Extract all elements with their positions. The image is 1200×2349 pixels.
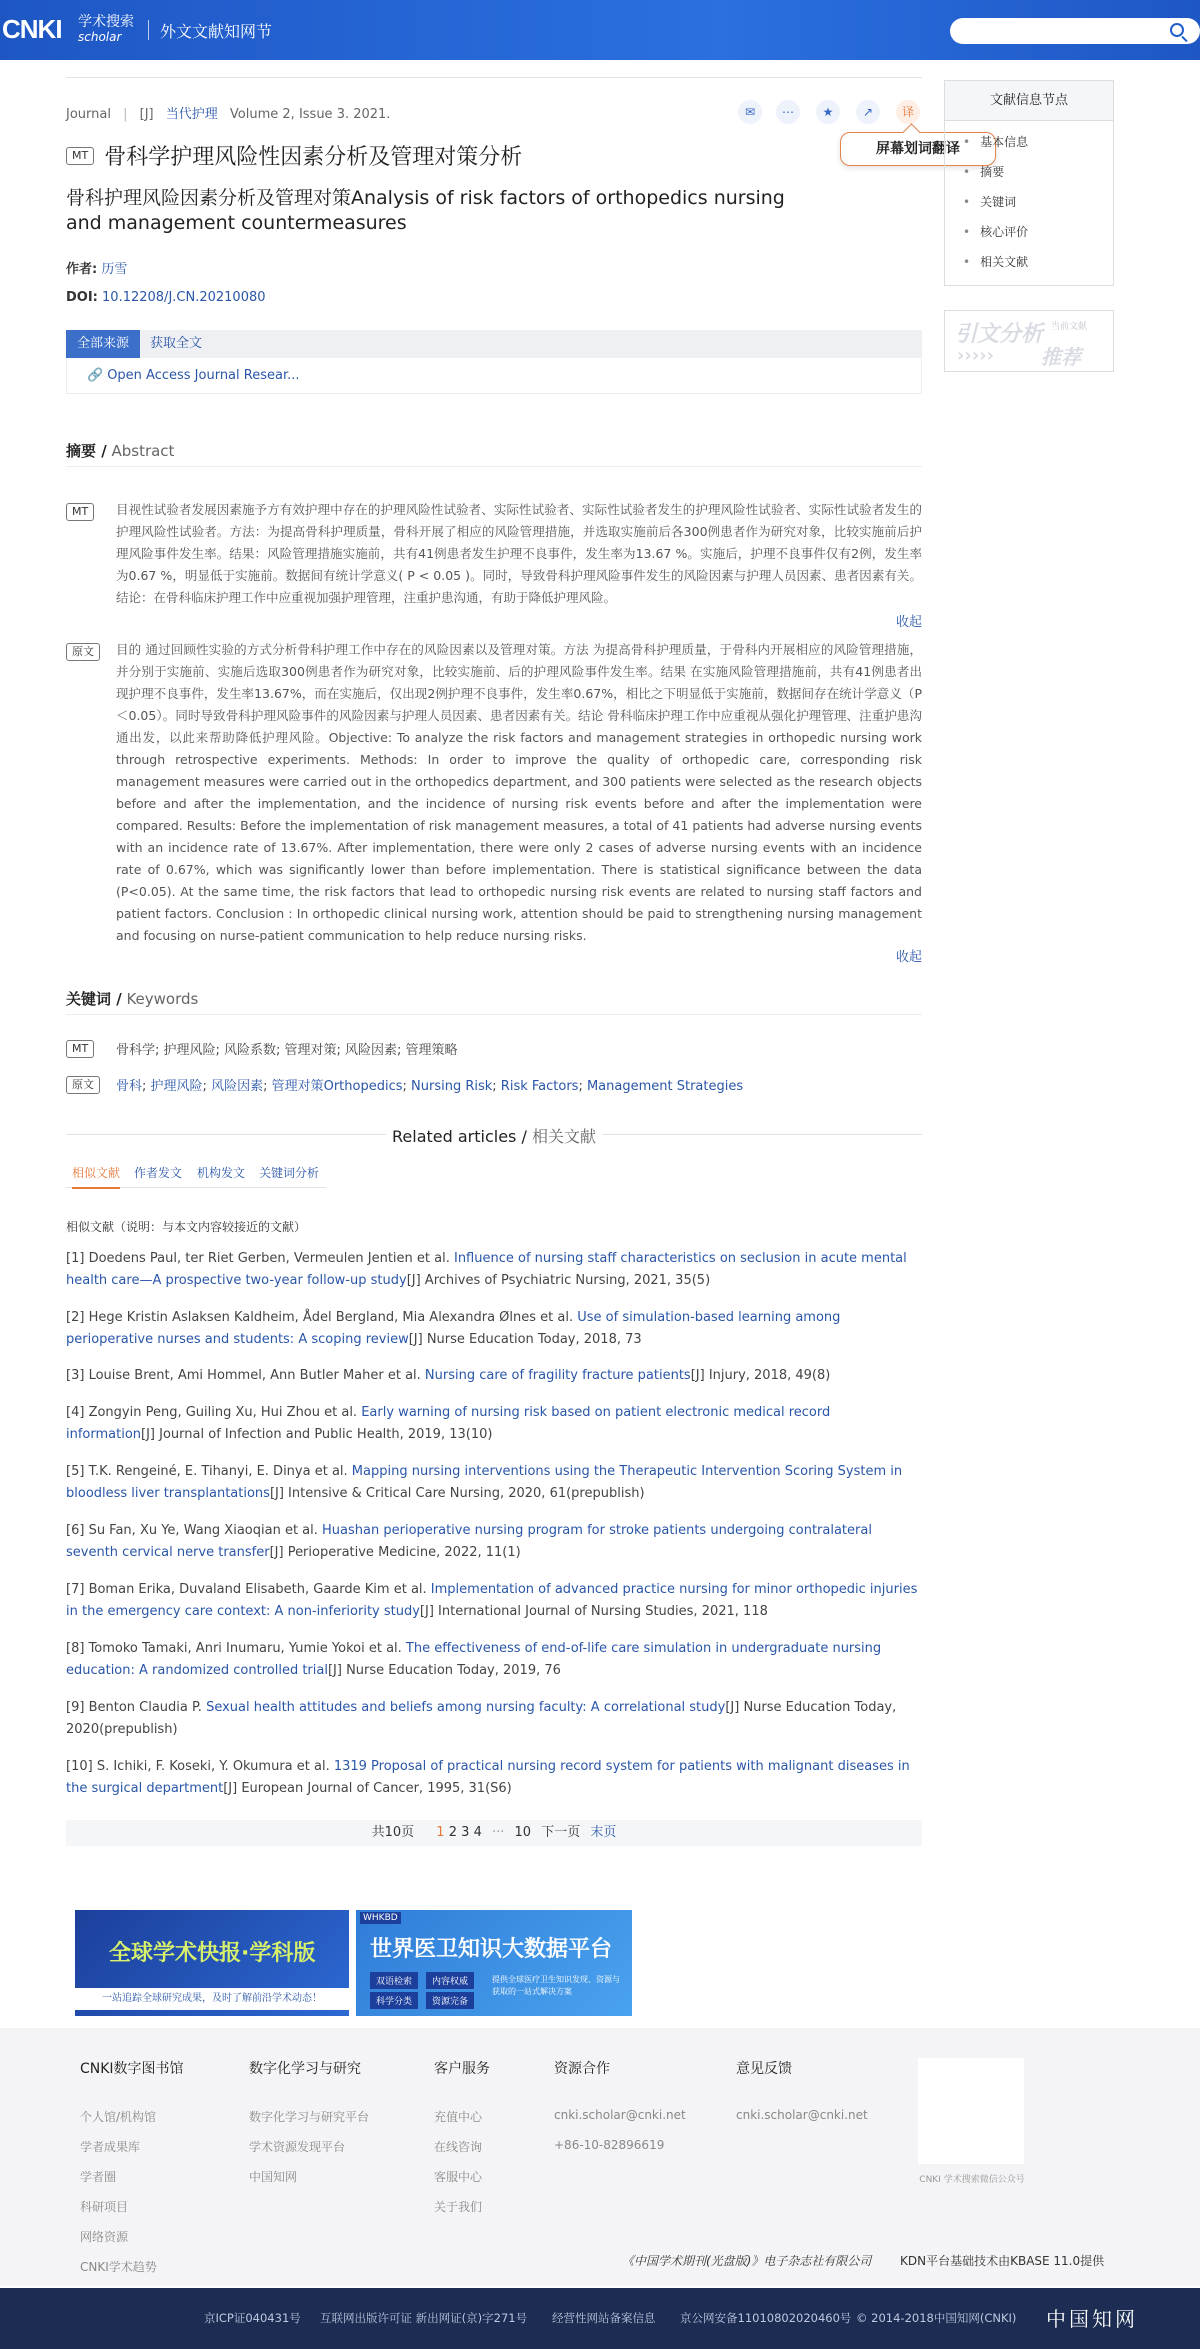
sidebar-item-keywords[interactable]: • 关键词 [963, 193, 1113, 223]
footer-link[interactable]: CNKI学术趋势 [80, 2260, 157, 2274]
ref-source: [J] Perioperative Medicine, 2022, 11(1) [269, 1545, 521, 1560]
ref-authors: S. Ichiki, F. Koseki, Y. Okumura et al. [96, 1759, 330, 1774]
related-heading [0, 1124, 988, 1147]
ref-title-link[interactable]: Implementation of advanced practice nursing for minor orthopedic injuries in the emergency care context: A non-inferiority study [66, 1582, 918, 1619]
ref-num: [3] [66, 1368, 85, 1383]
footer-col-service [434, 2058, 490, 2228]
search-input[interactable] [950, 18, 1200, 44]
article-meta [66, 103, 398, 122]
footer-link[interactable]: 数字化学习与研究平台 [249, 2110, 370, 2124]
sidebar-item-related[interactable]: • 相关文献 [963, 253, 1113, 283]
page-title [66, 140, 522, 171]
ref-authors: Hege Kristin Aslaksen Kaldheim, Ådel Bergland, Mia Alexandra Ølnes et al. [88, 1310, 574, 1325]
police-record[interactable]: 京公网安备11010802020460号 [680, 2311, 852, 2325]
ref-source: [J] Intensive & Critical Care Nursing, 2020, 61(prepublish) [269, 1486, 645, 1501]
related-heading-en: 相关文献 [526, 1127, 596, 1146]
info-nodes-panel [944, 80, 1114, 286]
chevrons-icon: ››››› [957, 345, 995, 366]
abstract-heading-en: Abstract [106, 442, 175, 460]
footer-col-heading: CNKI数字图书馆 [80, 2061, 184, 2077]
doi-link[interactable]: 10.12208/J.CN.20210080 [102, 290, 266, 305]
ref-authors: Louise Brent, Ami Hommel, Ann Butler Maher et al. [88, 1368, 421, 1383]
doi-row [66, 290, 266, 305]
keyword-link[interactable]: 护理风险 [150, 1079, 203, 1094]
source-tabs [66, 330, 922, 358]
abstract-mt-tag: MT [66, 503, 94, 521]
icp-number[interactable]: 京ICP证040431号 [204, 2311, 301, 2325]
qr-code [918, 2058, 1024, 2164]
keywords-orig-tag: 原文 [66, 1076, 100, 1094]
abstract-orig-collapse[interactable]: 收起 [895, 950, 922, 965]
pagination [66, 1820, 922, 1846]
abstract-orig-text: 目的 通过回顾性实验的方式分析骨科护理工作中存在的风险因素以及管理对策。方法 为提高骨科护理质量，于骨科内开展相应的风险管理措施，并分别于实施前、实施后选取300例患者作为研究对象，比较实施前、后的护理风险事件发生率。结果 在实施风险管理措施前，共有41例患者出现护理不良事件，发生率13.67%，而在实施后，仅出现2例护理不良事件，发生率0.67%，相比之下明显低于实施前，数据间存在统计学意义（P＜0.05）。同时导致骨科护理风险事件的风险因素与护理人员因素、患者因素有关。结论 骨科临床护理工作中应重视从强化护理管理、注重护患沟通出发，以此来帮助降低护理风险。Objective: To analyze the risk factors and management strategies in orthopedic nursing work through retrospective experiments. Methods: In order to improve the quality of orthopedic care, corresponding risk management measures were carried out in the orthopedics department, and 300 patients were selected as the research objects before and after the implementation, and the incidence of nursing risk events before and after the implementation were compared. Results: Before the implementation of risk management measures, a total of 41 patients had adverse nursing events with an incidence rate of 13.67%. After implementation, there were only 2 cases of adverse nursing events with an incidence rate of 0.67%, which was significantly lower than before implementation. There is statistical significance between the data (P<0.05). At the same time, the risk factors that lead to orthopedic nursing risk events are related to nursing staff factors and patient factors. Conclusion : In orthopedic clinical nursing work, attention should be paid to strengthening nursing management and focusing on nurse-patient communication to help reduce nursing risks. [116, 642, 922, 943]
abstract-orig-tag: 原文 [66, 643, 100, 661]
footer-link[interactable]: 充值中心 [434, 2110, 483, 2124]
list-item [66, 1365, 922, 1387]
keywords-heading-en: Keywords [121, 990, 199, 1008]
top-header [0, 0, 1200, 60]
list-item [66, 1756, 922, 1800]
tab-all-sources[interactable]: 全部来源 [66, 330, 140, 358]
footer-link[interactable]: 中国知网 [249, 2170, 298, 2184]
copyright: © 2014-2018中国知网(CNKI) [856, 2311, 1017, 2325]
meta-separator: | [123, 107, 128, 122]
tab-get-fulltext[interactable]: 获取全文 [150, 336, 203, 351]
keyword-link[interactable]: Management Strategies [586, 1079, 744, 1094]
page-ellipsis: ··· [491, 1825, 505, 1840]
ref-title-link[interactable]: Use of simulation-based learning among perioperative nurses and students: A scoping review [66, 1310, 841, 1347]
list-item [66, 1461, 922, 1505]
sidebar-title: 文献信息节点 [945, 81, 1113, 121]
footer-phone: +86-10-82896619 [554, 2138, 665, 2152]
author-row [66, 258, 127, 277]
ref-source: [J] Nurse Education Today, 2018, 73 [408, 1332, 642, 1347]
publish-license[interactable]: 互联网出版许可证 新出网证(京)字271号 [320, 2311, 528, 2325]
ref-title-link[interactable]: The effectiveness of end-of-life care simulation in undergraduate nursing education: A randomized controlled trial [66, 1641, 882, 1678]
next-page[interactable]: 下一页 [541, 1825, 581, 1840]
footer-publisher: 《中国学术期刊(光盘版)》电子杂志社有限公司 [622, 2254, 872, 2268]
footer-col-cooperation [554, 2058, 686, 2168]
keywords-divider [66, 1014, 922, 1015]
ref-num: [10] [66, 1759, 93, 1774]
keyword-link[interactable]: 管理对策Orthopedics [271, 1079, 403, 1094]
ref-source: [J] Archives of Psychiatric Nursing, 2021, 35(5) [406, 1273, 711, 1288]
abstract-divider [66, 466, 922, 467]
header-divider [148, 20, 149, 40]
footer-platform: KDN平台基础技术由KBASE 11.0提供 [900, 2254, 1105, 2268]
page-total: 共10页 [371, 1825, 415, 1840]
doi-label: DOI: [66, 290, 98, 305]
meta-volume: Volume 2, Issue 3. 2021. [229, 107, 391, 122]
export-icon[interactable]: ↗ [856, 100, 880, 124]
source-link-box [66, 358, 922, 394]
title-cn-text: 骨科学护理风险性因素分析及管理对策分析 [104, 145, 523, 170]
ref-title-link[interactable]: 1319 Proposal of practical nursing record system for patients with malignant diseases in the surgical department [66, 1759, 910, 1796]
ref-title-link[interactable]: Early warning of nursing risk based on patient electronic medical record information [66, 1405, 831, 1442]
footer-col-library [80, 2058, 184, 2288]
list-item [66, 1520, 922, 1564]
ref-title-link[interactable]: Nursing care of fragility fracture patients [424, 1368, 691, 1383]
keyword-link[interactable]: Nursing Risk [411, 1079, 493, 1094]
journal-link[interactable]: 当代护理 [165, 107, 218, 122]
ref-num: [7] [66, 1582, 85, 1597]
list-item [66, 1697, 922, 1741]
ref-num: [4] [66, 1405, 85, 1420]
ref-num: [6] [66, 1523, 85, 1538]
related-heading-cn: Related articles / [392, 1127, 527, 1146]
ad-text-recommend: 推荐 [1041, 345, 1081, 369]
banner1-subtitle: 一站追踪全球研究成果，及时了解前沿学术动态！ [75, 1988, 349, 2010]
keywords-heading [66, 988, 198, 1009]
keywords-orig: 骨科; 护理风险; 风险因素; 管理对策Orthopedics; Nursing Risk; Risk Factors; Management Strategies [116, 1079, 744, 1094]
ref-num: [2] [66, 1310, 85, 1325]
abstract-mt-collapse[interactable]: 收起 [895, 615, 922, 630]
ref-num: [8] [66, 1641, 85, 1656]
list-item [66, 1638, 922, 1682]
ad-text-tag: 当前文献 [1051, 322, 1088, 332]
last-page[interactable]: 末页 [590, 1825, 617, 1840]
cnki-brand-logo: 中国知网 [1046, 2307, 1138, 2331]
banner-medical-platform[interactable] [356, 1910, 632, 2016]
email-icon[interactable]: ✉ [738, 100, 762, 124]
footer-col-heading: 数字化学习与研究 [249, 2061, 361, 2077]
footer-col-learning [249, 2058, 369, 2198]
keyword-link[interactable]: Risk Factors [500, 1079, 579, 1094]
favorite-icon[interactable]: ★ [816, 100, 840, 124]
abstract-heading [66, 440, 174, 461]
link-icon: 🔗 [87, 368, 104, 383]
banner1-title: 全球学术快报·学科版 [109, 1941, 316, 1966]
ref-source: [J] Nurse Education Today, 2019, 76 [327, 1663, 561, 1678]
list-item [66, 1579, 922, 1623]
footer [0, 2028, 1200, 2286]
sidebar-item-abstract[interactable]: • 摘要 [963, 163, 1113, 193]
footer-bottom-bar [0, 2288, 1200, 2349]
banner2-pill: 资源完备 [426, 1992, 474, 2009]
ref-authors: Zongyin Peng, Guiling Xu, Hui Zhou et al. [88, 1405, 358, 1420]
list-item [66, 1402, 922, 1446]
ref-num: [1] [66, 1251, 85, 1266]
page-4[interactable]: 4 [473, 1825, 482, 1840]
share-icon[interactable]: ⋯ [776, 100, 800, 124]
cnki-logo[interactable]: CNKI [2, 14, 62, 44]
list-item [66, 1248, 922, 1292]
keywords-mt: 骨科学; 护理风险; 风险系数; 管理对策; 风险因素; 管理策略 [116, 1043, 458, 1058]
sidebar-item-core-eval[interactable]: • 核心评价 [963, 223, 1113, 253]
ref-num: [9] [66, 1700, 85, 1715]
banner2-pill: 内容权威 [426, 1972, 474, 1989]
ref-authors: Tomoko Tamaki, Anri Inumaru, Yumie Yokoi et al. [88, 1641, 402, 1656]
meta-code: [J] [139, 107, 154, 122]
page-2[interactable]: 2 [448, 1825, 457, 1840]
abstract-mt-text: 目视性试验者发展因素施予方有效护理中存在的护理风险性试验者、实际性试验者、实际性试验者发生的护理风险性试验者、实际性试验者发生的护理风险性试验者。方法：为提高骨科护理质量，骨科开展了相应的风险管理措施，并选取实施前后各300例患者作为研究对象，比较实施前后护理风险事件发生率。结果：风险管理措施实施前，共有41例患者发生护理不良事件，发生率为13.67 %。实施后，护理不良事件仅有2例，发生率为0.67 %，明显低于实施前。数据间有统计学意义( P < 0.05 )。同时，导致骨科护理风险事件发生的风险因素与护理人员因素、患者因素有关。结论：在骨科临床护理工作中应重视加强护理管理，注重护患沟通，有助于降低护理风险。 [116, 502, 922, 605]
tab-org-papers[interactable]: 机构发文 [197, 1166, 246, 1180]
keyword-link[interactable]: 骨科 [116, 1079, 143, 1094]
oa-journal-link[interactable]: Open Access Journal Resear... [107, 368, 300, 383]
ref-title-link[interactable]: Huashan perioperative nursing program for stroke patients undergoing contralateral seventh cervical nerve transfer [66, 1523, 872, 1560]
banner-scholar-express[interactable] [75, 1910, 349, 2016]
author-link[interactable]: 历雪 [101, 262, 128, 277]
ref-num: [5] [66, 1464, 85, 1479]
tab-author-papers[interactable]: 作者发文 [134, 1166, 183, 1180]
ref-title-link[interactable]: Influence of nursing staff characteristics on seclusion in acute mental health care—A prospective two-year follow-up study [66, 1251, 907, 1288]
footer-col-feedback [736, 2058, 868, 2138]
logo-subtitle: 学术搜索 [78, 14, 134, 30]
keywords-mt-tag: MT [66, 1040, 94, 1058]
page-1[interactable]: 1 [436, 1825, 445, 1840]
footer-link[interactable]: 学术资源发现平台 [249, 2140, 346, 2154]
ref-source: [J] Nurse Education Today, 2020(prepublish) [66, 1700, 897, 1737]
ref-source: [J] International Journal of Nursing Studies, 2021, 118 [419, 1604, 768, 1619]
abstract-heading-cn: 摘要 / [66, 442, 107, 460]
banner2-title: 世界医卫知识大数据平台 [370, 1937, 613, 1962]
tab-keyword-analysis[interactable]: 关键词分析 [259, 1166, 320, 1180]
footer-link[interactable]: 科研项目 [80, 2200, 129, 2214]
site-record[interactable]: 经营性网站备案信息 [552, 2311, 656, 2325]
similar-note: 相似文献（说明：与本文内容较接近的文献） [66, 1220, 307, 1234]
ref-authors: Doedens Paul, ter Riet Gerben, Vermeulen Jentien et al. [88, 1251, 450, 1266]
banner2-pill: 科学分类 [370, 1992, 418, 2009]
site-name: 外文文献知网节 [160, 22, 273, 41]
footer-link[interactable]: 客服中心 [434, 2170, 483, 2184]
ref-authors: Boman Erika, Duvaland Elisabeth, Gaarde Kim et al. [88, 1582, 427, 1597]
citation-analysis-ad[interactable] [944, 310, 1114, 372]
ref-authors: T.K. Rengeiné, E. Tihanyi, E. Dinya et al. [88, 1464, 348, 1479]
footer-col-heading: 客户服务 [434, 2061, 490, 2077]
ref-authors: Su Fan, Xu Ye, Wang Xiaoqian et al. [88, 1523, 318, 1538]
search-icon[interactable] [1170, 23, 1184, 37]
title-original: 骨科护理风险因素分析及管理对策Analysis of risk factors of orthopedics nursing and management countermeasures [66, 187, 785, 234]
ref-source: [J] Injury, 2018, 49(8) [690, 1368, 831, 1383]
footer-link[interactable]: 在线咨询 [434, 2140, 483, 2154]
footer-email[interactable]: cnki.scholar@cnki.net [554, 2108, 686, 2122]
ref-authors: Benton Claudia P. [88, 1700, 202, 1715]
mt-tag: MT [66, 147, 94, 165]
ref-title-link[interactable]: Sexual health attitudes and beliefs among nursing faculty: A correlational study [206, 1700, 726, 1715]
footer-email[interactable]: cnki.scholar@cnki.net [736, 2108, 868, 2122]
related-tabs [66, 1160, 326, 1188]
ad-text-main: 引文分析 [955, 322, 1044, 347]
list-item [66, 1307, 922, 1351]
logo-subtitle-en: scholar [78, 30, 122, 44]
meta-type: Journal [66, 107, 111, 122]
page-3[interactable]: 3 [461, 1825, 470, 1840]
tab-similar[interactable]: 相似文献 [72, 1164, 120, 1189]
banner2-subtitle: 提供全球医疗卫生知识发现、资源与获取的一站式解决方案 [492, 1975, 620, 1996]
translate-tooltip[interactable]: 屏幕划词翻译 [840, 132, 996, 166]
banner2-tag: WHKBD [360, 1912, 401, 1924]
sidebar-item-basic-info[interactable]: • 基本信息 [963, 133, 1113, 163]
keywords-heading-cn: 关键词 / [66, 990, 122, 1008]
footer-link[interactable]: 网络资源 [80, 2230, 129, 2244]
author-label: 作者: [66, 262, 98, 277]
footer-link[interactable]: 关于我们 [434, 2200, 483, 2214]
footer-col-heading: 意见反馈 [736, 2061, 792, 2077]
banner2-pill: 双语检索 [370, 1972, 418, 1989]
ref-title-link[interactable]: Mapping nursing interventions using the Therapeutic Intervention Scoring System in bloodless liver transplantations [66, 1464, 903, 1501]
ref-source: [J] European Journal of Cancer, 1995, 31(S6) [223, 1781, 512, 1796]
footer-link[interactable]: 学者圈 [80, 2170, 117, 2184]
footer-col-heading: 资源合作 [554, 2061, 610, 2077]
qr-caption: CNKI 学术搜索微信公众号 [919, 2175, 1025, 2185]
page-10[interactable]: 10 [514, 1825, 532, 1840]
translate-icon[interactable]: 译 [896, 100, 920, 124]
footer-link[interactable]: 学者成果库 [80, 2140, 141, 2154]
footer-link[interactable]: 个人馆/机构馆 [80, 2110, 157, 2124]
content-divider [66, 77, 922, 78]
ref-source: [J] Journal of Infection and Public Health, 2019, 13(10) [141, 1427, 493, 1442]
keyword-link[interactable]: 风险因素 [211, 1079, 264, 1094]
